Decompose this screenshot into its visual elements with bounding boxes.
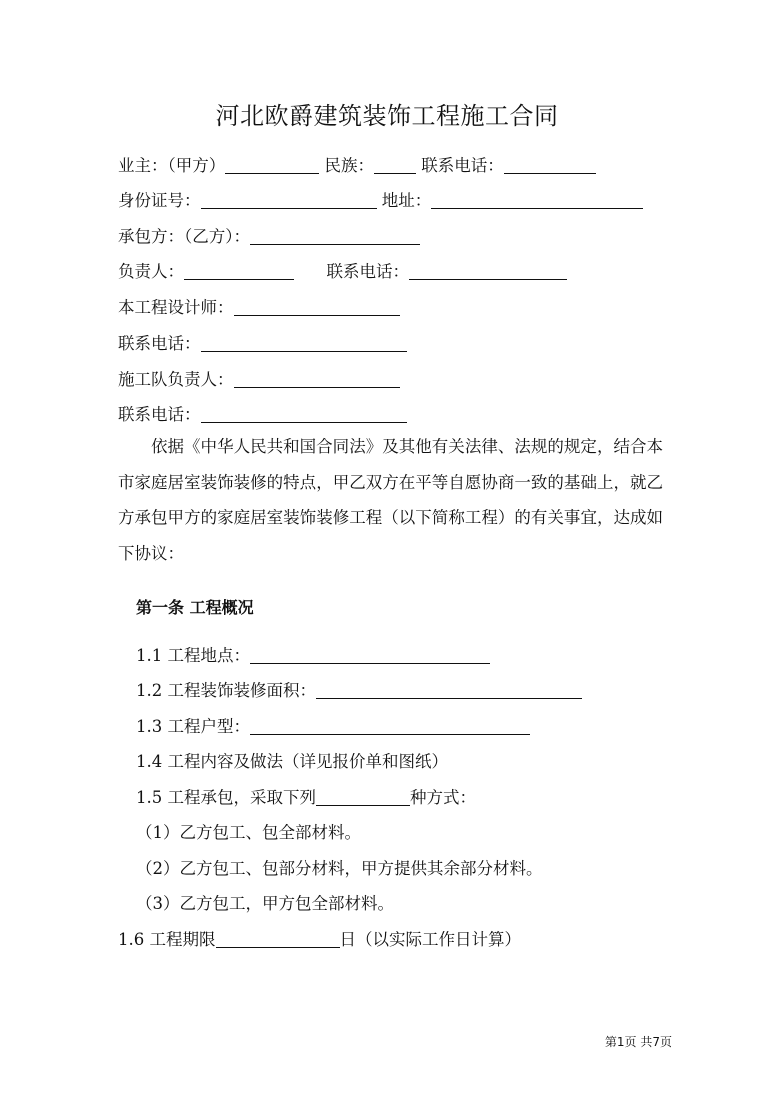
item-1-3-label: 1.3 工程户型：: [136, 717, 250, 736]
manager-phone-label: 联系电话：: [326, 262, 409, 281]
crew-leader-blank[interactable]: [234, 371, 400, 388]
crew-phone-line: [118, 404, 407, 426]
id-line: [118, 190, 643, 212]
item-1-2-label: 1.2 工程装饰装修面积：: [136, 681, 316, 700]
option-1: （1）乙方包工、包全部材料。: [136, 823, 361, 842]
item-1-4: 1.4 工程内容及做法（详见报价单和图纸）: [136, 752, 448, 771]
item-1-5-pre: 1.5 工程承包，采取下列: [136, 788, 316, 807]
item-1-1: [136, 645, 490, 667]
designer-blank[interactable]: [234, 299, 400, 316]
item-1-6-pre: 1.6 工程期限: [118, 930, 216, 949]
manager-line: [118, 261, 567, 283]
manager-label: 负责人：: [118, 262, 184, 281]
option-3: （3）乙方包工，甲方包全部材料。: [136, 894, 394, 913]
id-label: 身份证号：: [118, 191, 201, 210]
item-1-3: [136, 716, 530, 738]
ethnicity-blank[interactable]: [374, 157, 416, 174]
ethnicity-label: 民族：: [324, 156, 374, 175]
owner-blank[interactable]: [225, 157, 319, 174]
designer-phone-label: 联系电话：: [118, 334, 201, 353]
duration-blank[interactable]: [216, 931, 340, 948]
crew-phone-blank[interactable]: [201, 406, 407, 423]
owner-phone-label: 联系电话：: [421, 156, 504, 175]
item-1-6: [118, 929, 521, 951]
crew-phone-label: 联系电话：: [118, 405, 201, 424]
method-blank[interactable]: [316, 789, 410, 806]
designer-phone-line: [118, 333, 407, 355]
manager-phone-blank[interactable]: [409, 263, 567, 280]
location-blank[interactable]: [250, 647, 490, 664]
item-1-2: [136, 680, 582, 702]
item-1-5-post: 种方式：: [410, 788, 476, 807]
item-1-5: [136, 787, 476, 809]
owner-line: [118, 155, 596, 177]
owner-phone-blank[interactable]: [504, 157, 596, 174]
option-2: （2）乙方包工、包部分材料，甲方提供其余部分材料。: [136, 859, 543, 878]
address-blank[interactable]: [431, 192, 643, 209]
manager-blank[interactable]: [184, 263, 294, 280]
contractor-blank[interactable]: [250, 228, 420, 245]
item-1-6-post: 日（以实际工作日计算）: [339, 930, 521, 949]
unit-type-blank[interactable]: [250, 718, 530, 735]
designer-line: [118, 297, 400, 319]
id-blank[interactable]: [201, 192, 377, 209]
address-label: 地址：: [381, 191, 432, 210]
contractor-line: [118, 226, 420, 248]
item-1-1-label: 1.1 工程地点：: [136, 646, 250, 665]
intro-paragraph: 依据《中华人民共和国合同法》及其他有关法律、法规的规定，结合本市家庭居室装饰装修的特点，甲乙双方在平等自愿协商一致的基础上，就乙方承包甲方的家庭居室装饰装修工程（以下简称工程）的有关事宜，达成如下协议：: [118, 437, 663, 563]
document-title: 河北欧爵建筑装饰工程施工合同: [215, 102, 559, 130]
designer-label: 本工程设计师：: [118, 298, 234, 317]
crew-leader-label: 施工队负责人：: [118, 370, 234, 389]
page-footer: 第1页 共7页: [604, 1035, 672, 1049]
contractor-label: 承包方：（乙方）：: [118, 227, 250, 246]
area-blank[interactable]: [316, 682, 582, 699]
designer-phone-blank[interactable]: [201, 335, 407, 352]
crew-leader-line: [118, 369, 400, 391]
section-1-heading: 第一条 工程概况: [136, 598, 254, 617]
owner-label: 业主：（甲方）: [118, 156, 226, 175]
